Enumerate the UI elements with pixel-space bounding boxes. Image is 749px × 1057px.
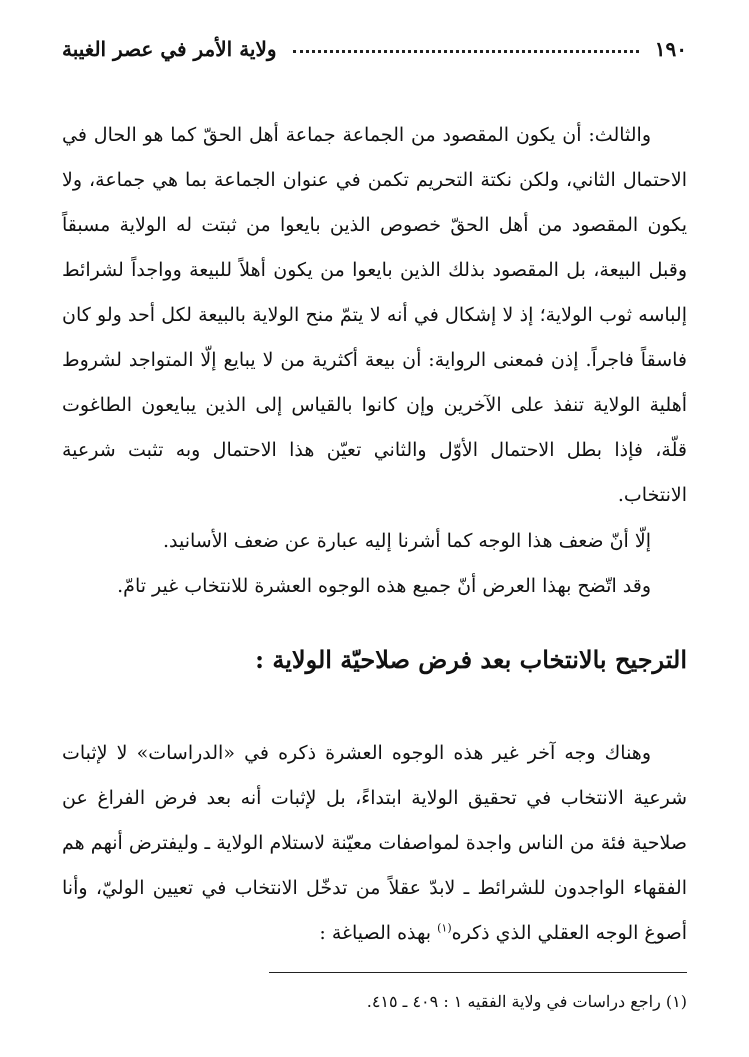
- body-paragraph-1: والثالث: أن يكون المقصود من الجماعة جماعة أهل الحقّ كما هو الحال في الاحتمال الثاني، ولكن نكتة التحريم تكمن في عنوان الجماعة بما هي جماعة، ولا يكون المقصود من أهل الحقّ خصوص الذين بايعوا من ثبتت له الولاية مسبقاً وقبل البيعة، بل المقصود بذلك الذين بايعوا من يكون أهلاً للبيعة وواجداً لشرائط إلباسه ثوب الولاية؛ إذ لا إشكال في أنه لا يتمّ منح الولاية بالبيعة لكل أحد ولو كان فاسقاً فاجراً. إذن فمعنى الرواية: أن بيعة أكثرية من لا يبايع إلّا المتواجد لشروط أهلية الولاية تنفذ على الآخرين وإن كانوا بالقياس إلى الذين يبايعون الطاغوت قلّة، فإذا بطل الاحتمال الأوّل والثاني تعيّن هذا الاحتمال وبه تثبت شرعية الانتخاب.: [62, 124, 687, 506]
- body-paragraph-2: إلّا أنّ ضعف هذا الوجه كما أشرنا إليه عبارة عن ضعف الأسانيد.: [162, 530, 651, 552]
- body-paragraph-3: وقد اتّضح بهذا العرض أنّ جميع هذه الوجوه العشرة للانتخاب غير تامّ.: [117, 575, 651, 597]
- page-header: [62, 34, 687, 64]
- body-paragraph-4: [62, 731, 687, 956]
- footnote-divider: [269, 972, 687, 973]
- section-heading: الترجيح بالانتخاب بعد فرض صلاحيّة الولاية :: [255, 645, 687, 674]
- footnote-text: (١) راجع دراسات في ولاية الفقيه ١ : ٤٠٩ ـ ٤١٥.: [366, 992, 687, 1011]
- header-dot-leader: [293, 50, 639, 53]
- page-number: ١٩٠: [654, 37, 687, 61]
- paragraph-4-tail: بهذه الصياغة :: [319, 922, 438, 944]
- running-title: ولاية الأمر في عصر الغيبة: [62, 37, 277, 61]
- paragraph-4-text: وهناك وجه آخر غير هذه الوجوه العشرة ذكره في «الدراسات» لا لإثبات شرعية الانتخاب في تحقيق الولاية ابتداءً، بل لإثبات أنه بعد فرض الفراغ عن صلاحية فئة من الناس واجدة لمواصفات معيّنة لاستلام الولاية ـ وليفترض أنهم هم الفقهاء الواجدون للشرائط ـ لابدّ عقلاً من تدخّل الانتخاب في تعيين الوليّ، وأنا أصوغ الوجه العقلي الذي ذكره: [62, 742, 687, 944]
- footnote-marker[interactable]: (١): [437, 921, 452, 935]
